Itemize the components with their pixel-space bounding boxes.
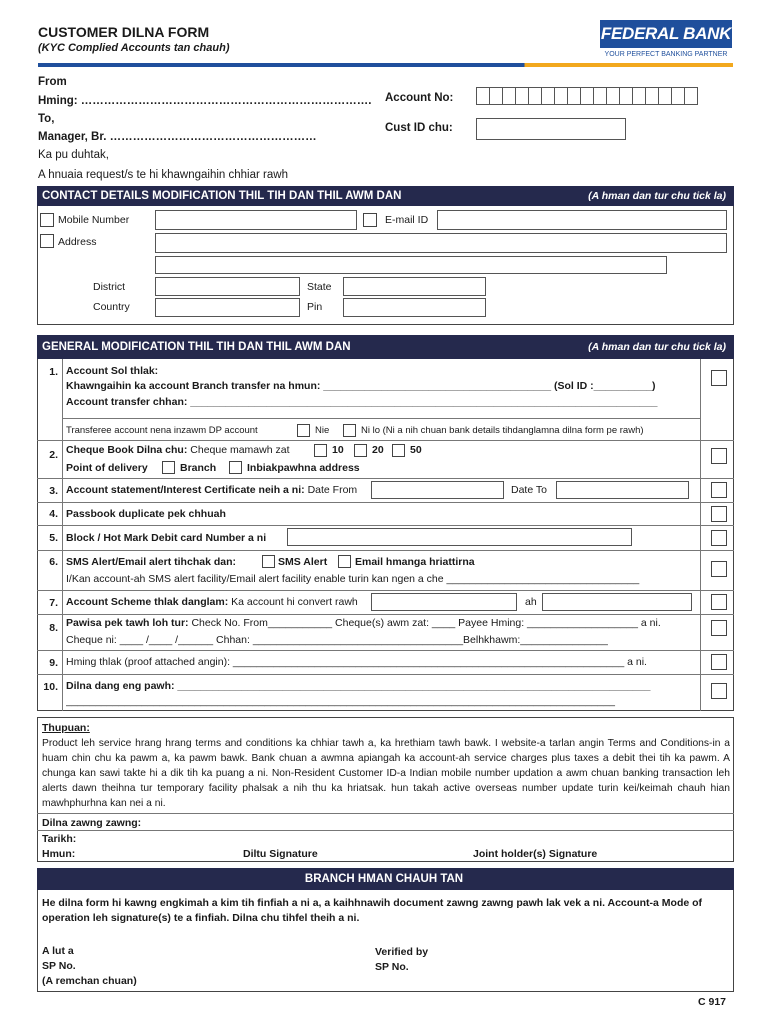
account-no-label: Account No: <box>385 92 454 104</box>
item-8-check-details: Check No. From___________ Cheque(s) awm zat: ____ Payee Hming: ___________________ a ni. <box>191 617 661 629</box>
item-9-number: 9. <box>49 657 58 669</box>
cust-id-label: Cust ID chu: <box>385 122 453 134</box>
from-label: From <box>38 76 67 88</box>
header-divider <box>38 63 733 67</box>
item-4-title: Passbook duplicate pek chhuah <box>66 508 226 520</box>
item-1-reason-line: Account transfer chhan: ________________________________________________________________________________ <box>66 396 658 408</box>
cheque-10-checkbox[interactable] <box>314 444 327 457</box>
statement-to-input[interactable] <box>556 481 689 499</box>
country-label: Country <box>93 301 130 313</box>
cheque-10-label: 10 <box>332 444 344 456</box>
item-3-number: 3. <box>49 485 58 497</box>
pin-input[interactable] <box>343 298 486 317</box>
item-6-number: 6. <box>49 556 58 568</box>
alut-label: A lut a <box>42 945 74 957</box>
item-7-ah-label: ah <box>525 596 537 608</box>
item-1-branch-line: Khawngaihin ka account Branch transfer na hmun: _______________________________________ (Sol ID :__________) <box>66 380 656 392</box>
delivery-branch-checkbox[interactable] <box>162 461 175 474</box>
item-4-tick-box[interactable] <box>711 506 727 522</box>
row-divider-6 <box>37 590 734 591</box>
row-divider-2 <box>37 478 734 479</box>
item-1-dp-label: Transferee account nena inzawm DP account <box>66 425 258 436</box>
dp-nie-label: Nie <box>315 425 330 436</box>
item-2-title-line <box>66 444 289 456</box>
cheque-50-label: 50 <box>410 444 422 456</box>
sp-no-label-2: SP No. <box>375 961 409 973</box>
item-3-title-line <box>66 484 357 496</box>
state-input[interactable] <box>343 277 486 296</box>
joint-signature-label: Joint holder(s) Signature <box>473 848 598 860</box>
contact-header-title: CONTACT DETAILS MODIFICATION THIL TIH DAN THIL AWM DAN <box>42 190 402 202</box>
sms-alert-label: SMS Alert <box>278 556 328 568</box>
item-8-line-1 <box>66 617 661 629</box>
general-tick-note: (A hman dan tur chu tick la) <box>588 341 726 353</box>
dilna-zawng-label: Dilna zawng zawng: <box>42 817 142 829</box>
item-3-to-label: Date To <box>511 484 547 496</box>
item-10-number: 10. <box>43 681 58 693</box>
num-column-line <box>62 359 63 711</box>
country-input[interactable] <box>155 298 300 317</box>
item-3-tick-box[interactable] <box>711 482 727 498</box>
item-2-pod-label: Point of delivery <box>66 462 148 474</box>
row-divider-8 <box>37 650 734 651</box>
email-alert-checkbox[interactable] <box>338 555 351 568</box>
form-subtitle: (KYC Complied Accounts tan chauh) <box>38 42 230 54</box>
address-label: Address <box>58 236 97 248</box>
item-7-number: 7. <box>49 597 58 609</box>
sp-no-label-1: SP No. <box>42 960 76 972</box>
thupuan-body: Product leh service hrang hrang terms and conditions ka chhiar tawh a, ka hrethiam tawh bawk. I website-a tarlan angin Terms and Conditions-in a huam chin chu ka pawm a, ka pawm bawk. Bank chuan a awmna apiangah ka account-ah service charges plus taxes a debit thei tih ka pawm. A chunga kan sawi takte hi a dik tih ka puang a ni. Non-Resident Customer ID-a Indian mobile number updation a awm chuan banking transaction leh alerts dawn theihna tur temporary facility phalsak a nih thu ka hriatsak. hun takah active overseas number update turin kei/keimah chauh hian mawhphurhna kan nei a ni. <box>42 738 730 809</box>
row-divider-7 <box>37 614 734 615</box>
request-line: A hnuaia request/s te hi khawngaihin chhiar rawh <box>38 169 288 181</box>
row-divider-4 <box>37 525 734 526</box>
statement-from-input[interactable] <box>371 481 504 499</box>
manager-line: Manager, Br. ……………………………………………… <box>38 131 317 143</box>
delivery-address-checkbox[interactable] <box>229 461 242 474</box>
item-1-title: Account Sol thlak: <box>66 365 159 377</box>
form-code: C 917 <box>698 996 727 1008</box>
row-divider-9 <box>37 674 734 675</box>
greeting: Ka pu duhtak, <box>38 149 109 161</box>
item-7-text: Ka account hi convert rawh <box>231 596 358 608</box>
row-divider-1 <box>37 440 734 441</box>
account-no-input[interactable] <box>476 87 697 108</box>
item-7-tick-box[interactable] <box>711 594 727 610</box>
item-9-title: Hming thlak (proof attached angin): ___________________________________________________________________ a ni. <box>66 656 647 668</box>
item-8-number: 8. <box>49 622 58 634</box>
tarikh-label: Tarikh: <box>42 833 77 845</box>
item-2-tick-box[interactable] <box>711 448 727 464</box>
row-divider-3 <box>37 502 734 503</box>
dp-nie-checkbox[interactable] <box>297 424 310 437</box>
item-6-tick-box[interactable] <box>711 561 727 577</box>
item-10-line-2: ______________________________________________________________________________________________ <box>66 695 615 707</box>
item-8-title: Pawisa pek tawh loh tur: <box>66 617 189 629</box>
item-2-number: 2. <box>49 449 58 461</box>
email-input[interactable] <box>437 210 727 230</box>
item-6-request-line: I/Kan account-ah SMS alert facility/Email alert facility enable turin kan ngen a che _________________________________ <box>66 573 640 585</box>
to-label: To, <box>38 113 55 125</box>
item-3-from-label: Date From <box>307 484 358 496</box>
email-alert-label: Email hmanga hriattirna <box>355 556 475 568</box>
mobile-checkbox[interactable] <box>40 213 54 227</box>
mobile-input[interactable] <box>155 210 357 230</box>
item-2-text: Cheque mamawh zat <box>190 444 290 456</box>
item-3-title: Account statement/Interest Certificate neih a ni: <box>66 484 305 496</box>
scheme-to-input[interactable] <box>542 593 692 611</box>
dp-nilo-checkbox[interactable] <box>343 424 356 437</box>
bank-tagline: YOUR PERFECT BANKING PARTNER <box>604 51 728 58</box>
general-header <box>37 335 734 359</box>
state-label: State <box>307 281 332 293</box>
branch-text: He dilna form hi kawng engkimah a kim tih finfiah a ni a, a kaihhnawih document zawng zawng pawh lak vek a ni. Account-a Mode of operation leh signature(s) te a finfiah. Dilna chu tihfel theih a ni. <box>42 897 703 924</box>
bank-logo: FEDERAL BANK <box>600 20 732 48</box>
delivery-address-label: Inbiakpawhna address <box>247 462 360 474</box>
form-title: CUSTOMER DILNA FORM <box>38 24 210 40</box>
delivery-branch-label: Branch <box>180 462 217 474</box>
item-10-title: Dilna dang eng pawh: _________________________________________________________________________________ <box>66 680 651 692</box>
item-5-title: Block / Hot Mark Debit card Number a ni <box>66 532 267 544</box>
email-checkbox[interactable] <box>363 213 377 227</box>
item-9-tick-box[interactable] <box>711 654 727 670</box>
general-header-title: GENERAL MODIFICATION THIL TIH DAN THIL AWM DAN <box>42 341 351 353</box>
address-checkbox[interactable] <box>40 234 54 248</box>
item-5-number: 5. <box>49 532 58 544</box>
item-7-title: Account Scheme thlak danglam: <box>66 596 229 608</box>
tick-column-line <box>700 359 701 711</box>
thupuan-divider <box>37 813 734 814</box>
mobile-label: Mobile Number <box>58 214 130 226</box>
branch-header-title: BRANCH HMAN CHAUH TAN <box>304 873 464 885</box>
row-divider-5 <box>37 550 734 551</box>
sms-alert-checkbox[interactable] <box>262 555 275 568</box>
item-5-tick-box[interactable] <box>711 530 727 546</box>
contact-tick-note: (A hman dan tur chu tick la) <box>588 190 726 202</box>
contact-header <box>37 186 734 206</box>
item-8-tick-box[interactable] <box>711 620 727 636</box>
address-input-2[interactable] <box>155 256 667 274</box>
cust-id-input[interactable] <box>476 118 626 140</box>
district-input[interactable] <box>155 277 300 296</box>
branch-header <box>37 868 734 890</box>
remchan-label: (A remchan chuan) <box>42 975 137 987</box>
district-label: District <box>93 281 126 293</box>
item-1-divider <box>62 418 700 419</box>
cheque-20-label: 20 <box>372 444 384 456</box>
cheque-50-checkbox[interactable] <box>392 444 405 457</box>
debit-card-input[interactable] <box>287 528 632 546</box>
address-input-1[interactable] <box>155 233 727 253</box>
diltu-signature-label: Diltu Signature <box>243 848 318 860</box>
cheque-20-checkbox[interactable] <box>354 444 367 457</box>
dp-nilo-label: Ni lo (Ni a nih chuan bank details tihdanglamna dilna form pe rawh) <box>361 425 644 436</box>
hmun-label: Hmun: <box>42 848 76 860</box>
item-1-tick-box[interactable] <box>711 370 727 386</box>
hming-line: Hming: …………………………………………………………………. <box>38 95 372 107</box>
verified-by-label: Verified by <box>375 946 429 958</box>
thupuan-title: Thupuan: <box>42 722 90 734</box>
item-1-number: 1. <box>49 366 58 378</box>
item-8-line-2: Cheque ni: ____ /____ /______ Chhan: ____________________________________Belhkhawm:_______________ <box>66 634 608 646</box>
thupuan-divider-2 <box>37 830 734 831</box>
pin-label: Pin <box>307 301 323 313</box>
email-label: E-mail ID <box>385 214 429 226</box>
item-6-title: SMS Alert/Email alert tihchak dan: <box>66 556 236 568</box>
scheme-from-input[interactable] <box>371 593 517 611</box>
item-4-number: 4. <box>49 508 58 520</box>
item-7-title-line <box>66 596 358 608</box>
item-10-tick-box[interactable] <box>711 683 727 699</box>
item-2-title: Cheque Book Dilna chu: <box>66 444 188 456</box>
